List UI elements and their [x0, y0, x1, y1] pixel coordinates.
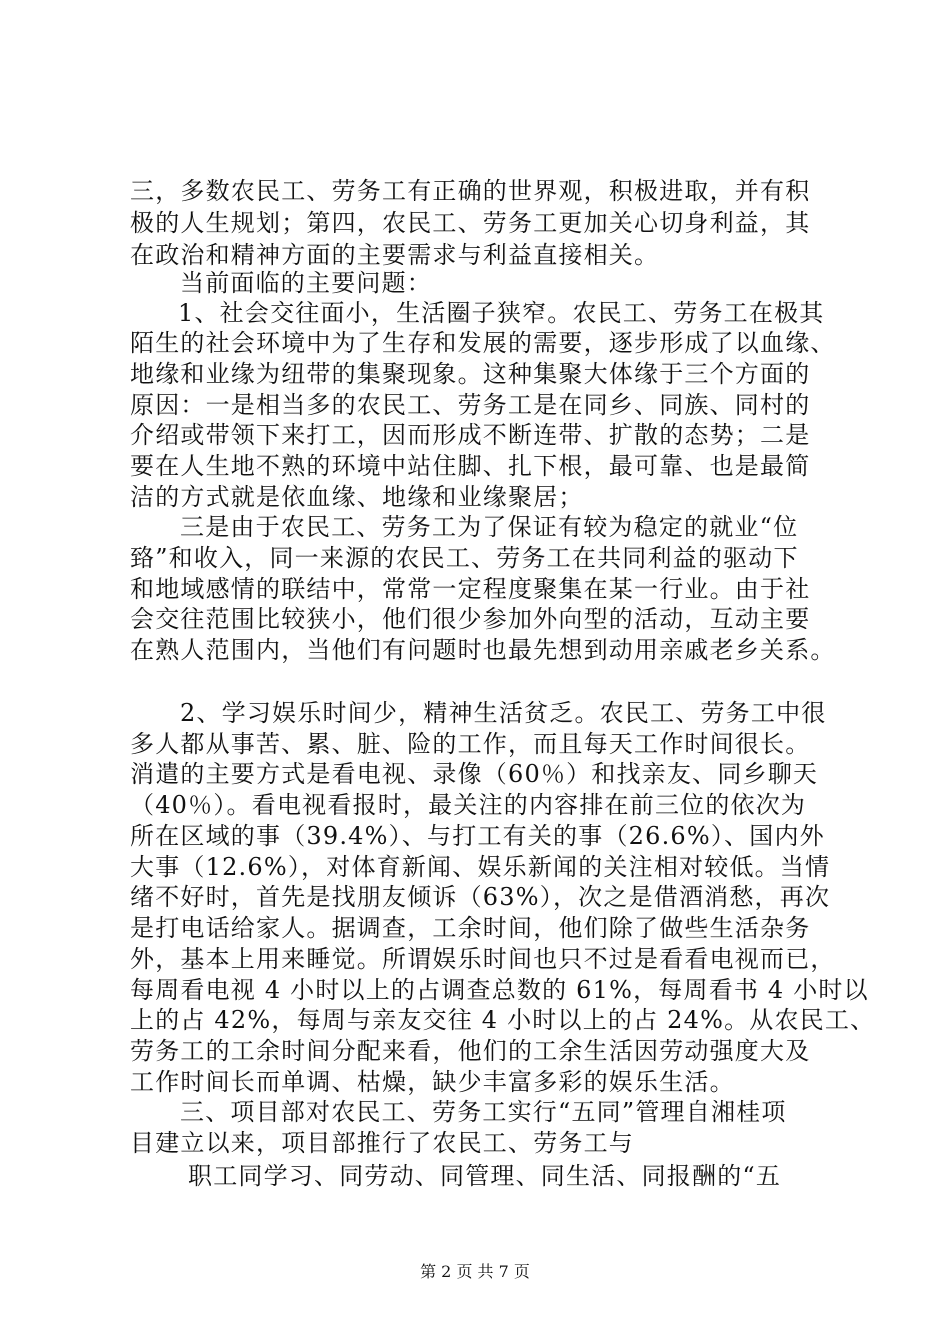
text-line: 外，基本上用来睡觉。所谓娱乐时间也只不过是看看电视而已，: [130, 945, 836, 973]
text-line: 大事（12.6%），对体育新闻、娱乐新闻的关注相对较低。当情: [130, 853, 831, 881]
text-line: 每周看电视 4 小时以上的占调查总数的 61%，每周看书 4 小时以: [130, 976, 869, 1004]
text-line: 上的占 42%，每周与亲友交往 4 小时以上的占 24%。从农民工、: [130, 1006, 876, 1034]
text-line: 绪不好时，首先是找朋友倾诉（63%），次之是借酒消愁，再次: [130, 883, 831, 911]
text-line: 消遣的主要方式是看电视、录像（60％）和找亲友、同乡聊天: [130, 760, 819, 788]
text-line: 要在人生地不熟的环境中站住脚、扎下根，最可靠、也是最简: [130, 452, 811, 480]
page-footer: 第 2 页 共 7 页: [420, 1262, 530, 1281]
text-line: 劳务工的工余时间分配来看，他们的工余生活因劳动强度大及: [130, 1037, 811, 1065]
text-line: 地缘和业缘为纽带的集聚现象。这种集聚大体缘于三个方面的: [130, 360, 811, 388]
text-line: 和地域感情的联结中，常常一定程度聚集在某一行业。由于社: [130, 575, 811, 603]
text-line: 所在区域的事（39.4%）、与打工有关的事（26.6%）、国内外: [130, 822, 825, 850]
text-line: （40％）。看电视看报时，最关注的内容排在前三位的依次为: [130, 791, 807, 819]
section-heading: 当前面临的主要问题：: [180, 269, 432, 297]
text-line: 臵”和收入，同一来源的农民工、劳务工在共同利益的驱动下: [130, 544, 799, 572]
text-line: 工作时间长而单调、枯燥，缺少丰富多彩的娱乐生活。: [130, 1068, 735, 1096]
text-line: 三、项目部对农民工、劳务工实行“五同”管理自湘桂项: [180, 1098, 787, 1126]
text-line: 三，多数农民工、劳务工有正确的世界观，积极进取，并有积: [130, 177, 811, 205]
text-line: 2、学习娱乐时间少，精神生活贫乏。农民工、劳务工中很: [180, 699, 827, 727]
text-line: 会交往范围比较狭小，他们很少参加外向型的活动，互动主要: [130, 605, 811, 633]
text-line: 三是由于农民工、劳务工为了保证有较为稳定的就业“位: [180, 513, 799, 541]
text-line: 是打电话给家人。据调查，工余时间，他们除了做些生活杂务: [130, 914, 811, 942]
text-line: 原因：一是相当多的农民工、劳务工是在同乡、同族、同村的: [130, 391, 811, 419]
text-line: 在政治和精神方面的主要需求与利益直接相关。: [130, 241, 660, 269]
text-line: 1、社会交往面小，生活圈子狭窄。农民工、劳务工在极其: [178, 299, 825, 327]
text-line: 极的人生规划；第四，农民工、劳务工更加关心切身利益，其: [130, 209, 811, 237]
text-line: 目建立以来，项目部推行了农民工、劳务工与: [130, 1129, 634, 1157]
text-line: 洁的方式就是依血缘、地缘和业缘聚居；: [130, 483, 584, 511]
text-line: 介绍或带领下来打工，因而形成不断连带、扩散的态势；二是: [130, 421, 811, 449]
text-line: 职工同学习、同劳动、同管理、同生活、同报酬的“五: [188, 1162, 782, 1190]
text-line: 陌生的社会环境中为了生存和发展的需要，逐步形成了以血缘、: [130, 329, 836, 357]
text-line: 多人都从事苦、累、脏、险的工作，而且每天工作时间很长。: [130, 730, 811, 758]
text-line: 在熟人范围内，当他们有问题时也最先想到动用亲戚老乡关系。: [130, 636, 836, 664]
